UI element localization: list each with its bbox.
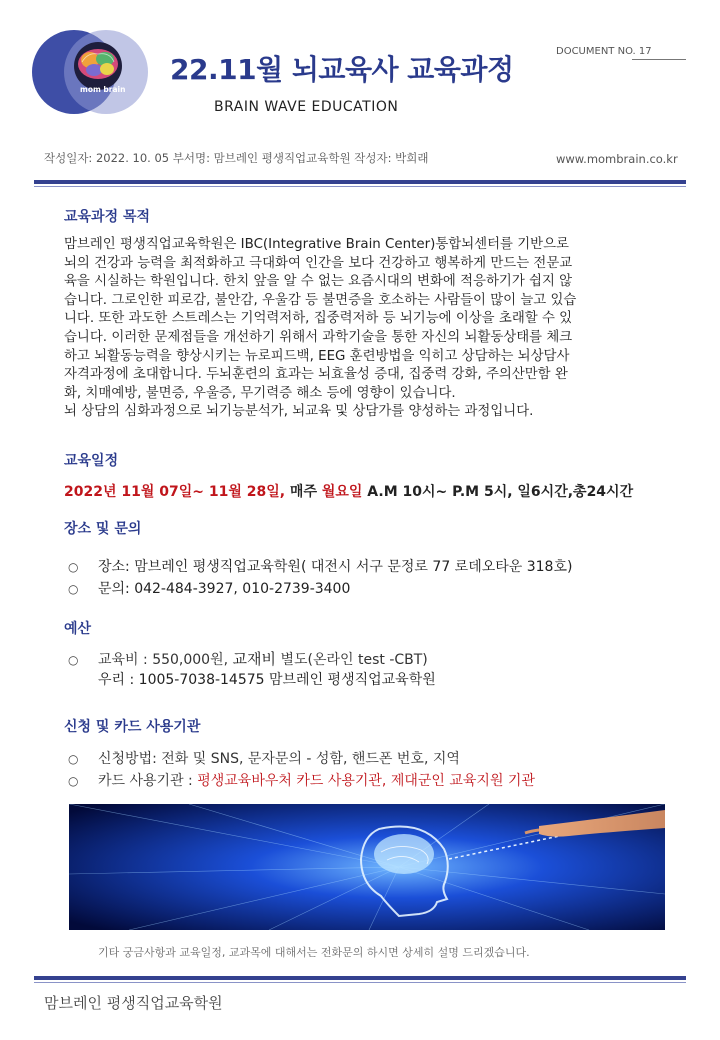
location-item xyxy=(68,578,350,598)
purpose-line: 니다. 또한 과도한 스트레스는 기억력저하, 집중력저하 등 뇌기능에 이상을 초래할 수 있 xyxy=(64,311,573,327)
purpose-line: 화, 치매예방, 불면증, 우울증, 무기력증 해소 등에 영향이 있습니다. xyxy=(64,385,456,401)
purpose-line: 습니다. 그로인한 피로감, 불안감, 우울감 등 불면증을 호소하는 사람들이 많이 늘고 있습 xyxy=(64,292,577,308)
bullet-icon: ○ xyxy=(68,560,79,574)
bullet-icon: ○ xyxy=(68,653,79,667)
page-subtitle: BRAIN WAVE EDUCATION xyxy=(214,99,399,115)
purpose-heading: 교육과정 목적 xyxy=(64,209,151,225)
purpose-body xyxy=(64,236,664,422)
footer-divider-thin xyxy=(34,982,686,983)
apply-heading: 신청 및 카드 사용기관 xyxy=(64,719,201,735)
footer-divider xyxy=(34,976,686,980)
apply-method: 신청방법: 전화 및 SNS, 문자문의 - 성함, 핸드폰 번호, 지역 xyxy=(98,751,460,767)
purpose-line: 뇌의 건강과 능력을 최적화하고 극대화여 인간을 보다 건강하고 행복하게 만드는 전문교 xyxy=(64,255,573,271)
budget-textbook: 교재비 xyxy=(232,650,276,668)
location-phone: 문의: 042-484-3927, 010-2739-3400 xyxy=(98,581,351,597)
apply-card-item xyxy=(68,770,535,790)
document-number-value: 17 xyxy=(638,46,652,57)
purpose-line: 맘브레인 평생직업교육학원은 IBC(Integrative Brain Center)통합뇌센터를 기반으로 xyxy=(64,237,569,252)
schedule-heading: 교육일정 xyxy=(64,453,119,469)
purpose-line: 자격과정에 초대합니다. 두뇌훈련의 효과는 뇌효율성 증대, 집중력 강화, 주의산만함 완 xyxy=(64,367,568,383)
budget-fee-prefix: 교육비 : 550,000원, xyxy=(98,652,233,668)
bullet-icon: ○ xyxy=(68,752,79,766)
budget-fee-suffix: 별도(온라인 test -CBT) xyxy=(276,652,428,668)
logo-graphic xyxy=(28,30,148,120)
purpose-line: 습니다. 이러한 문제점들을 개선하기 위해서 과학기술을 통한 자신의 뇌활동상태를 체크 xyxy=(64,329,573,345)
brain-wave-image xyxy=(69,804,665,930)
budget-fee xyxy=(68,648,428,669)
document-number-underline xyxy=(632,59,686,60)
header-divider-thin xyxy=(34,186,686,187)
schedule-time: A.M 10시~ P.M 5시, 일6시간,총24시간 xyxy=(362,484,634,500)
purpose-line: 하고 뇌활동능력을 향상시키는 뉴로피드백, EEG 훈련방법을 익히고 상담하는 뇌상담사 xyxy=(64,348,570,364)
brain-scan-illustration xyxy=(69,804,665,930)
location-item xyxy=(68,556,572,576)
apply-method-item xyxy=(68,748,460,768)
schedule-every: 매주 xyxy=(285,484,322,500)
location-heading: 장소 및 문의 xyxy=(64,521,142,537)
logo xyxy=(28,30,148,120)
footer-organization: 맘브레인 평생직업교육학원 xyxy=(44,994,223,1012)
image-caption: 기타 궁금사항과 교육일정, 교과목에 대해서는 전화문의 하시면 상세히 설명 드리겠습니다. xyxy=(98,946,530,959)
logo-text: mom brain xyxy=(80,85,126,94)
bullet-icon: ○ xyxy=(68,774,79,788)
page-title: 22.11월 뇌교육사 교육과정 xyxy=(170,53,514,86)
bullet-icon: ○ xyxy=(68,582,79,596)
brain-glow xyxy=(374,834,434,874)
header-divider xyxy=(34,180,686,184)
document-number-label: DOCUMENT NO. xyxy=(556,46,636,57)
website-link[interactable]: www.mombrain.co.kr xyxy=(556,152,678,166)
budget-heading: 예산 xyxy=(64,621,92,637)
purpose-line: 뇌 상담의 심화과정으로 뇌기능분석가, 뇌교육 및 상담가를 양성하는 과정입니다. xyxy=(64,404,534,420)
document-number xyxy=(556,46,652,57)
location-address: 장소: 맘브레인 평생직업교육학원( 대전시 서구 문정로 77 로데오타운 318호) xyxy=(98,559,573,575)
budget-account: 우리 : 1005-7038-14575 맘브레인 평생직업교육학원 xyxy=(98,672,436,688)
schedule-day: 월요일 xyxy=(321,484,363,500)
document-meta: 작성일자: 2022. 10. 05 부서명: 맘브레인 평생직업교육학원 작성자: 박희래 xyxy=(44,151,429,165)
brain-icon xyxy=(78,49,118,79)
schedule-detail xyxy=(64,481,633,501)
purpose-line: 육을 시실하는 학원입니다. 한치 앞을 알 수 없는 요즘시대의 변화에 적응하기가 쉽지 않 xyxy=(64,274,573,290)
schedule-dates: 2022년 11월 07일~ 11월 28일, xyxy=(64,484,286,500)
card-label: 카드 사용기관 : xyxy=(98,773,198,789)
card-value: 평생교육바우처 카드 사용기관, 제대군인 교육지원 기관 xyxy=(197,773,535,789)
